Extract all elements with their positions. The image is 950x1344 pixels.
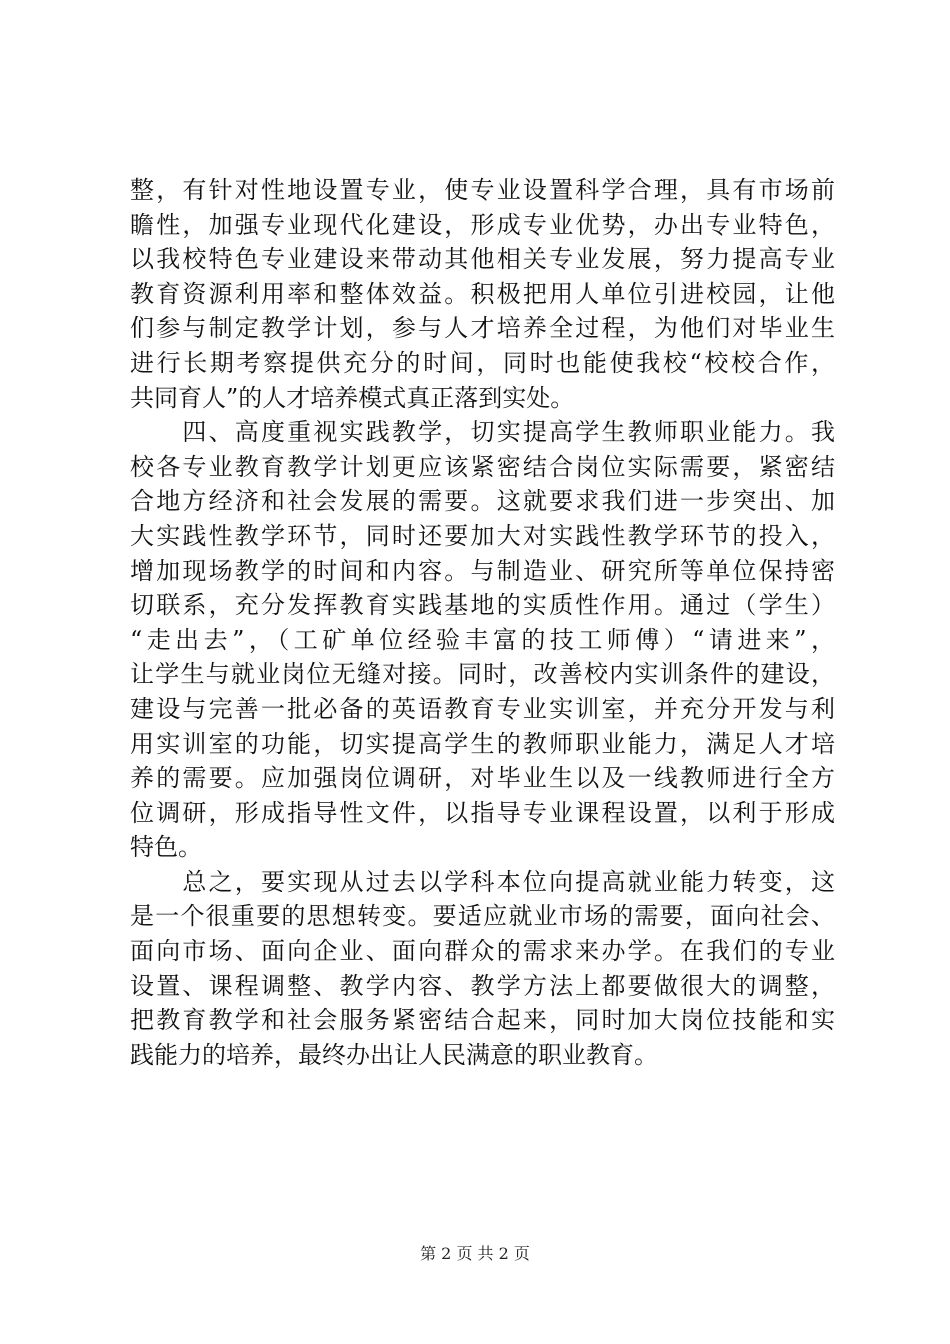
text-line: 校各专业教育教学计划更应该紧密结合岗位实际需要，紧密结 [130,452,835,481]
paragraph [130,415,835,865]
text-line: 教育资源利用率和整体效益。积极把用人单位引进校园，让他 [130,279,835,308]
text-line: 大实践性教学环节，同时还要加大对实践性教学环节的投入， [130,521,835,550]
text-line: 四、高度重视实践教学，切实提高学生教师职业能力。我 [130,418,835,447]
text-line: 养的需要。应加强岗位调研，对毕业生以及一线教师进行全方 [130,764,835,793]
text-line: 让学生与就业岗位无缝对接。同时，改善校内实训条件的建设， [130,660,835,689]
text-line: 把教育教学和社会服务紧密结合起来，同时加大岗位技能和实 [130,1006,835,1035]
text-line: 面向市场、面向企业、面向群众的需求来办学。在我们的专业 [130,937,835,966]
text-line: 切联系，充分发挥教育实践基地的实质性作用。通过（学生） [130,591,835,620]
text-line: 增加现场教学的时间和内容。与制造业、研究所等单位保持密 [130,556,835,585]
paragraph [130,173,835,415]
text-line: 践能力的培养，最终办出让人民满意的职业教育。 [130,1040,658,1069]
text-line: 合地方经济和社会发展的需要。这就要求我们进一步突出、加 [130,487,835,516]
page-number-footer: 第 2 页 共 2 页 [420,1244,530,1263]
text-line: “走出去”，（工矿单位经验丰富的技工师傅）“请进来”， [130,625,835,654]
text-line: 建设与完善一批必备的英语教育专业实训室，并充分开发与利 [130,694,835,723]
text-line: 们参与制定教学计划，参与人才培养全过程，为他们对毕业生 [130,314,835,343]
document-body [130,173,835,1072]
text-line: 用实训室的功能，切实提高学生的教师职业能力，满足人才培 [130,729,835,758]
text-line: 设置、课程调整、教学内容、教学方法上都要做很大的调整， [130,971,835,1000]
text-line: 整，有针对性地设置专业，使专业设置科学合理，具有市场前 [130,176,835,204]
text-line: 瞻性，加强专业现代化建设，形成专业优势，办出专业特色， [130,210,835,239]
text-line: 共同育人”的人才培养模式真正落到实处。 [130,383,575,412]
text-line: 总之，要实现从过去以学科本位向提高就业能力转变，这 [130,867,835,896]
paragraph [130,865,835,1073]
text-line: 特色。 [130,833,202,862]
text-line: 以我校特色专业建设来带动其他相关专业发展，努力提高专业 [130,245,835,274]
text-line: 进行长期考察提供充分的时间，同时也能使我校“校校合作， [130,348,835,377]
text-line: 是一个很重要的思想转变。要适应就业市场的需要，面向社会、 [130,902,835,931]
text-line: 位调研，形成指导性文件，以指导专业课程设置，以利于形成 [130,798,835,827]
